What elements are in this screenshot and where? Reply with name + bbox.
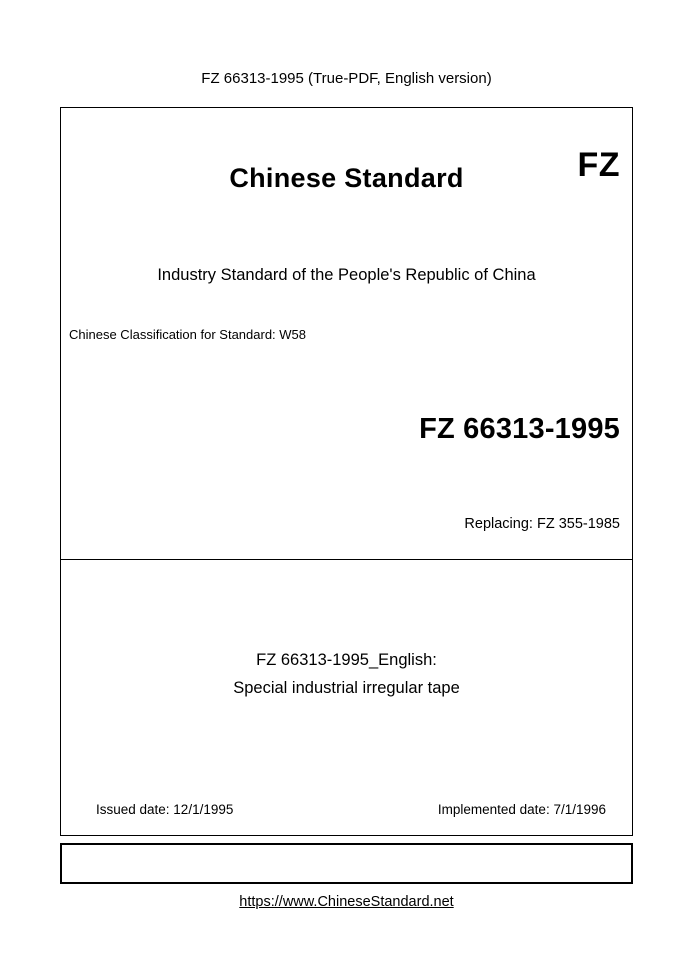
cover-lower-section xyxy=(61,560,632,835)
english-title xyxy=(61,646,632,702)
classification-code: Chinese Classification for Standard: W58 xyxy=(69,327,307,342)
website-link[interactable]: https://www.ChineseStandard.net xyxy=(239,894,454,910)
cover-upper-section xyxy=(61,108,632,560)
english-title-line-2: Special industrial irregular tape xyxy=(233,679,460,697)
cover-frame xyxy=(60,107,633,836)
english-title-line-1: FZ 66313-1995_English: xyxy=(256,651,437,669)
main-title: Chinese Standard xyxy=(229,163,464,193)
footer-bar xyxy=(60,843,633,884)
fz-logo: FZ xyxy=(577,146,620,184)
replacing-note: Replacing: FZ 355-1985 xyxy=(464,516,620,532)
implemented-date: Implemented date: 7/1/1996 xyxy=(437,802,606,817)
standard-number: FZ 66313-1995 xyxy=(419,413,620,445)
subtitle: Industry Standard of the People's Republic of China xyxy=(157,266,536,284)
issued-date: Issued date: 12/1/1995 xyxy=(96,802,234,817)
page-title: FZ 66313-1995 (True-PDF, English version) xyxy=(201,70,492,87)
title-row xyxy=(61,108,632,218)
